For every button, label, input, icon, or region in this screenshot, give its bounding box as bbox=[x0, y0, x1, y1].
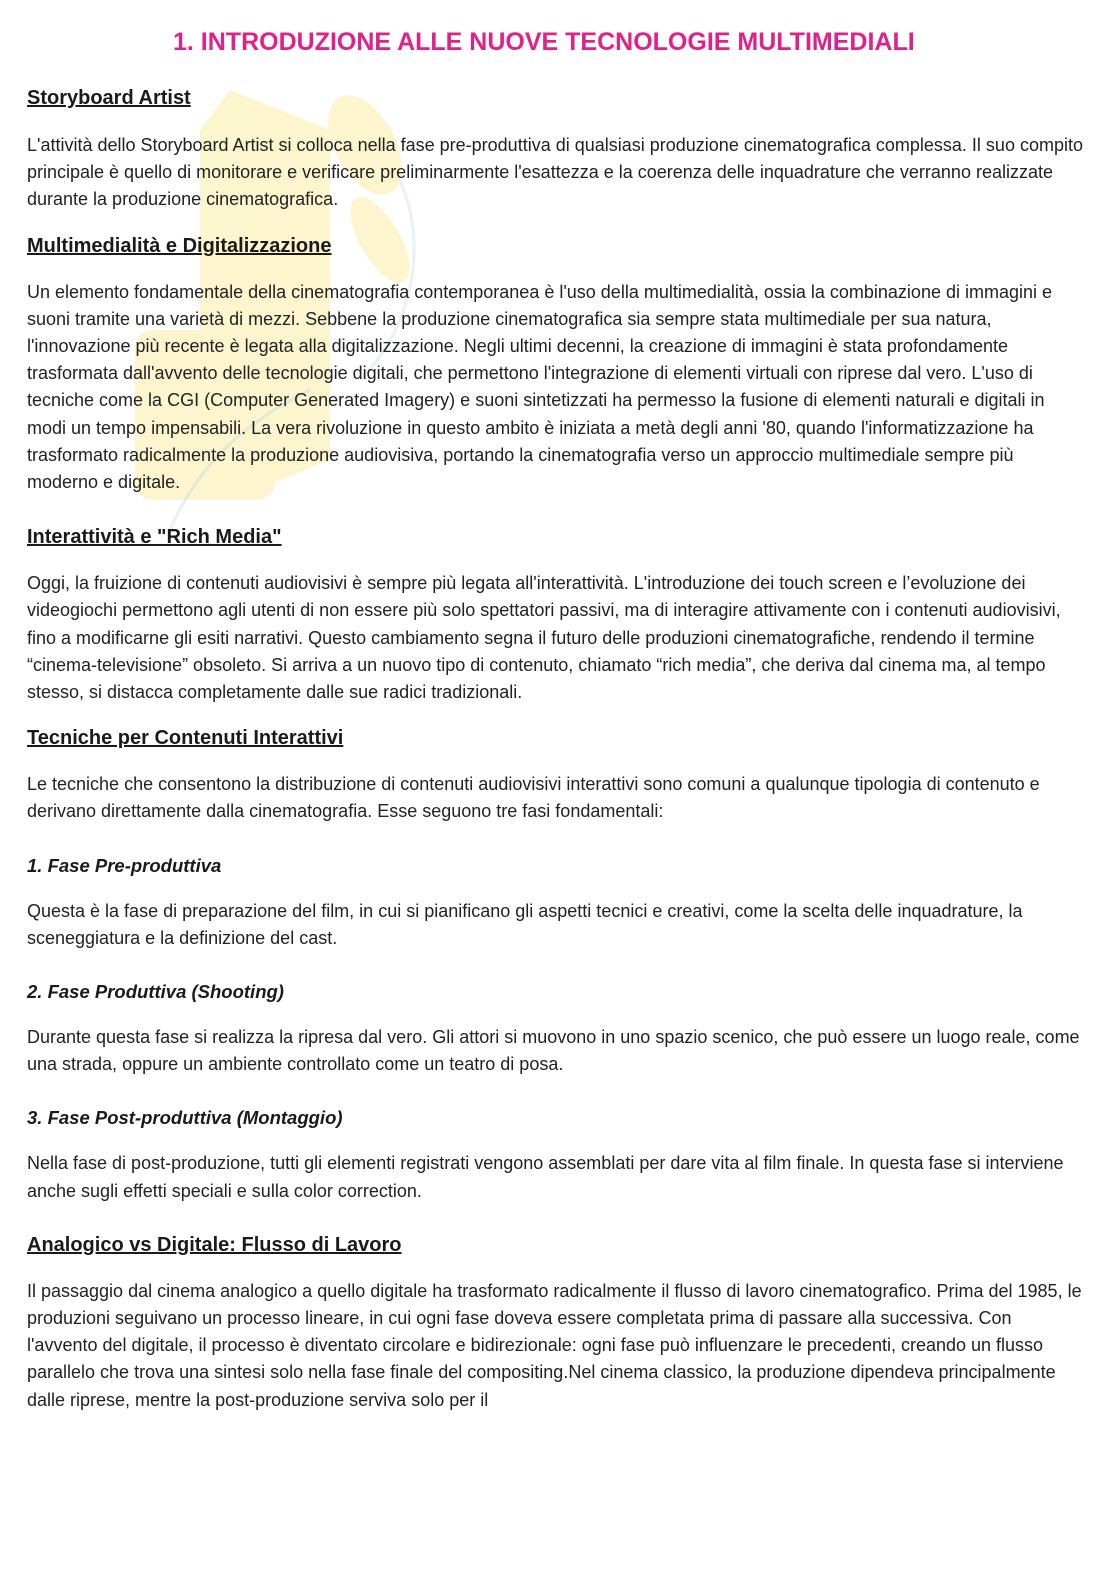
section-paragraph: Un elemento fondamentale della cinematografia contemporanea è l'uso della multimedialità, ossia la combinazione di immagini e suoni tramite una varietà di mezzi. Sebbene la produzione cinematografica sia sempre stata multimediale per sua natura, l'innovazione più recente è legata alla digitalizzazione. Negli ultimi decenni, la creazione di immagini è stata profondamente trasformata dall'avvento delle tecnologie digitali, che permettono l'integrazione di elementi virtuali con riprese dal vero. L'uso di tecniche come la CGI (Computer Generated Imagery) e suoni sintetizzati ha permesso la fusione di elementi naturali e digitali in modi un tempo impensabili. La vera rivoluzione in questo ambito è iniziata a metà degli anni '80, quando l'informatizzazione ha trasformato radicalmente la produzione audiovisiva, portando la cinematografia verso un approccio multimediale sempre più moderno e digitale. bbox=[27, 281, 1053, 493]
section-heading: Tecniche per Contenuti Interattivi bbox=[27, 727, 344, 750]
section-heading: Multimedialità e Digitalizzazione bbox=[27, 234, 332, 257]
document-title: 1. INTRODUZIONE ALLE NUOVE TECNOLOGIE MULTIMEDIALI bbox=[173, 28, 915, 56]
phase-paragraph: Questa è la fase di preparazione del film, in cui si pianificano gli aspetti tecnici e creativi, come la scelta delle inquadrature, la sceneggiatura e la definizione del cast. bbox=[27, 900, 1023, 948]
phase-heading: 3. Fase Post-produttiva (Montaggio) bbox=[27, 1107, 343, 1129]
phase-paragraph: Durante questa fase si realizza la ripresa dal vero. Gli attori si muovono in uno spazio scenico, che può essere un luogo reale, come una strada, oppure un ambiente controllato come un teatro di posa. bbox=[27, 1027, 1080, 1075]
phase-paragraph: Nella fase di post-produzione, tutti gli elementi registrati vengono assemblati per dare vita al film finale. In questa fase si interviene anche sugli effetti speciali e sulla color correction. bbox=[27, 1153, 1064, 1201]
section-paragraph: Le tecniche che consentono la distribuzione di contenuti audiovisivi interattivi sono comuni a qualunque tipologia di contenuto e derivano direttamente dalla cinematografia. Esse seguono tre fasi fondamentali: bbox=[27, 774, 1040, 822]
section-heading: Analogico vs Digitale: Flusso di Lavoro bbox=[27, 1233, 402, 1256]
section-paragraph: L'attività dello Storyboard Artist si colloca nella fase pre-produttiva di qualsiasi produzione cinematografica complessa. Il suo compito principale è quello di monitorare e verificare preliminarmente l'esattezza e la coerenza delle inquadrature che verranno realizzate durante la produzione cinematografica. bbox=[27, 135, 1083, 210]
section-paragraph: Oggi, la fruizione di contenuti audiovisivi è sempre più legata all'interattività. L'introduzione dei touch screen e l’evoluzione dei videogiochi permettono agli utenti di non essere più solo spettatori passivi, ma di interagire attivamente con i contenuti audiovisivi, fino a modificarne gli esiti narrativi. Questo cambiamento segna il futuro delle produzioni cinematografiche, rendendo il termine “cinema-televisione” obsoleto. Si arriva a un nuovo tipo di contenuto, chiamato “rich media”, che deriva dal cinema ma, al tempo stesso, si distacca completamente dalle sue radici tradizionali. bbox=[27, 573, 1061, 703]
section-heading: Interattività e "Rich Media" bbox=[27, 526, 282, 549]
phase-heading: 2. Fase Produttiva (Shooting) bbox=[27, 981, 284, 1003]
section-heading: Storyboard Artist bbox=[27, 87, 191, 109]
section-paragraph: Il passaggio dal cinema analogico a quello digitale ha trasformato radicalmente il flusso di lavoro cinematografico. Prima del 1985, le produzioni seguivano un processo lineare, in cui ogni fase doveva essere completata prima di passare alla successiva. Con l'avvento del digitale, il processo è diventato circolare e bidirezionale: ogni fase può influenzare le precedenti, creando un flusso parallelo che trova una sintesi solo nella fase finale del compositing.Nel cinema classico, la produzione dipendeva principalmente dalle riprese, mentre la post-produzione serviva solo per il bbox=[27, 1280, 1082, 1410]
document-content bbox=[27, 24, 1087, 1414]
phase-heading: 1. Fase Pre-produttiva bbox=[27, 854, 222, 876]
